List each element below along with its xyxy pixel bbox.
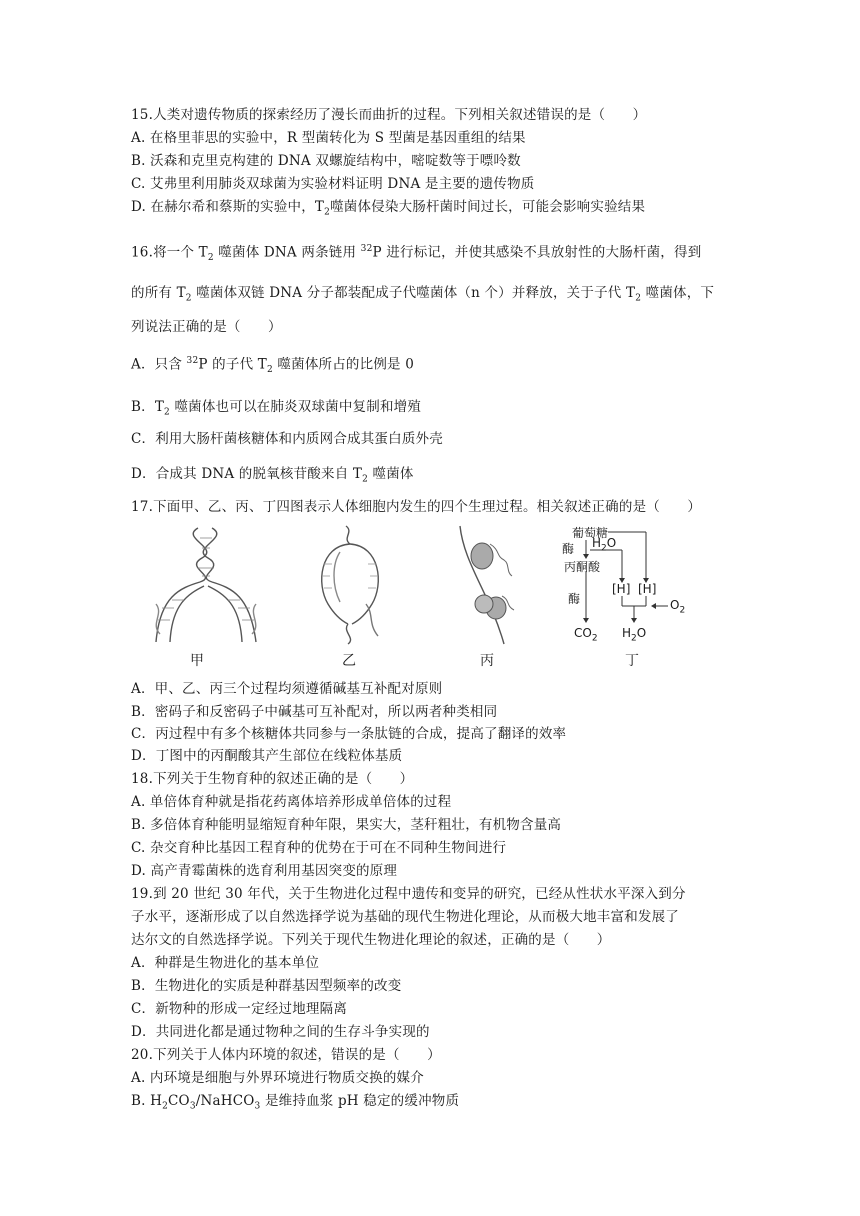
q17-stem: 17.下面甲、乙、丙、丁四图表示人体细胞内发生的四个生理过程。相关叙述正确的是（ ） bbox=[131, 499, 702, 515]
q16-stem-line2: 的所有 $T_2$ 噬菌体双链 DNA 分子都装配成子代噬菌体（n 个）并释放，关于子代 $T_2$ 噬菌体，下 bbox=[131, 285, 715, 304]
q19-stem-line3: 达尔文的自然选择学说。下列关于现代生物进化理论的叙述，正确的是（ ） bbox=[131, 932, 611, 948]
q18-option-a: A. 单倍体育种就是指花药离体培养形成单倍体的过程 bbox=[131, 794, 452, 810]
q19-option-d: D．共同进化都是通过物种之间的生存斗争实现的 bbox=[131, 1024, 430, 1040]
respiration-diagram bbox=[562, 524, 712, 646]
q17-option-c: C．丙过程中有多个核糖体共同参与一条肽链的合成，提高了翻译的效率 bbox=[131, 726, 567, 742]
q19-stem-line2: 子水平，逐渐形成了以自然选择学说为基础的现代生物进化理论，从而极大地丰富和发展了 bbox=[131, 909, 679, 925]
q17-option-b: B．密码子和反密码子中碱基可互补配对，所以两者种类相同 bbox=[131, 704, 498, 720]
q16-option-a: A．只含 $^{32}$P 的子代 $T_2$ 噬菌体所占的比例是 0 bbox=[131, 356, 414, 376]
q15-stem: 15.人类对遗传物质的探索经历了漫长而曲折的过程。下列相关叙述错误的是（ ） bbox=[131, 107, 647, 123]
q17-option-a: A．甲、乙、丙三个过程均须遵循碱基互补配对原则 bbox=[131, 681, 443, 697]
q16-stem-line3: 列说法正确的是（ ） bbox=[131, 319, 282, 335]
q15-option-b: B. 沃森和克里克构建的 DNA 双螺旋结构中，嘧啶数等于嘌呤数 bbox=[131, 153, 521, 169]
q18-stem: 18.下列关于生物育种的叙述正确的是（ ） bbox=[131, 771, 414, 787]
pyruvate-label: 丙酮酸 bbox=[564, 560, 601, 574]
caption-bing: 丙 bbox=[480, 653, 494, 669]
q15-option-d: D. 在赫尔希和蔡斯的实验中，$T_2$噬菌体侵染大肠杆菌时间过长，可能会影响实验结果 bbox=[131, 199, 646, 218]
caption-ding: 丁 bbox=[625, 653, 639, 669]
q17-figure bbox=[150, 524, 710, 674]
h2o-top-label: $H_2O$ bbox=[592, 536, 617, 554]
q15-option-a: A. 在格里菲思的实验中，R 型菌转化为 S 型菌是基因重组的结果 bbox=[131, 130, 526, 146]
q18-option-c: C. 杂交育种比基因工程育种的优势在于可在不同种生物间进行 bbox=[131, 840, 507, 856]
q19-option-a: A．种群是生物进化的基本单位 bbox=[131, 955, 320, 971]
replication-diagram bbox=[150, 524, 270, 646]
q16-option-b: B．$T_2$ 噬菌体也可以在肺炎双球菌中复制和增殖 bbox=[131, 399, 422, 418]
co2-label: $CO_2$ bbox=[574, 626, 598, 644]
transcription-diagram bbox=[310, 524, 390, 646]
q18-option-b: B. 多倍体育种能明显缩短育种年限，果实大，茎秆粗壮，有机物含量高 bbox=[131, 817, 562, 833]
q16-option-d: D．合成其 DNA 的脱氧核苷酸来自 $T_2$ 噬菌体 bbox=[131, 466, 414, 485]
q19-option-c: C．新物种的形成一定经过地理隔离 bbox=[131, 1001, 348, 1017]
q17-option-d: D．丁图中的丙酮酸其产生部位在线粒体基质 bbox=[131, 748, 403, 764]
q19-option-b: B．生物进化的实质是种群基因型频率的改变 bbox=[131, 978, 402, 994]
q20-option-a: A. 内环境是细胞与外界环境进行物质交换的媒介 bbox=[131, 1070, 424, 1086]
o2-label: $O_2$ bbox=[670, 598, 686, 616]
h-label-2: [H] bbox=[638, 582, 657, 596]
caption-jia: 甲 bbox=[190, 653, 204, 669]
enzyme-label-1: 酶 bbox=[562, 542, 575, 556]
translation-diagram bbox=[450, 524, 530, 646]
q16-stem-line1: 16.将一个 $T_2$ 噬菌体 DNA 两条链用 $^{32}$P 进行标记，并使其感染不具放射性的大肠杆菌，得到 bbox=[131, 244, 702, 264]
h-label-1: [H] bbox=[612, 582, 631, 596]
q15-option-c: C. 艾弗里利用肺炎双球菌为实验材料证明 DNA 是主要的遗传物质 bbox=[131, 176, 535, 192]
glucose-label: 葡萄糖 bbox=[572, 526, 609, 540]
enzyme-label-2: 酶 bbox=[568, 592, 581, 606]
q19-stem-line1: 19.到 20 世纪 30 年代，关于生物进化过程中遗传和变异的研究，已经从性状水平深入到分 bbox=[131, 886, 686, 902]
h2o-bottom-label: $H_2O$ bbox=[622, 626, 647, 644]
q20-stem: 20.下列关于人体内环境的叙述，错误的是（ ） bbox=[131, 1047, 441, 1063]
q16-option-c: C．利用大肠杆菌核糖体和内质网合成其蛋白质外壳 bbox=[131, 431, 443, 447]
q20-option-b: B. $H_2CO_3/NaHCO_3$ 是维持血浆 pH 稳定的缓冲物质 bbox=[131, 1093, 460, 1112]
q18-option-d: D. 高产青霉菌株的选育利用基因突变的原理 bbox=[131, 863, 398, 879]
caption-yi: 乙 bbox=[342, 653, 356, 669]
